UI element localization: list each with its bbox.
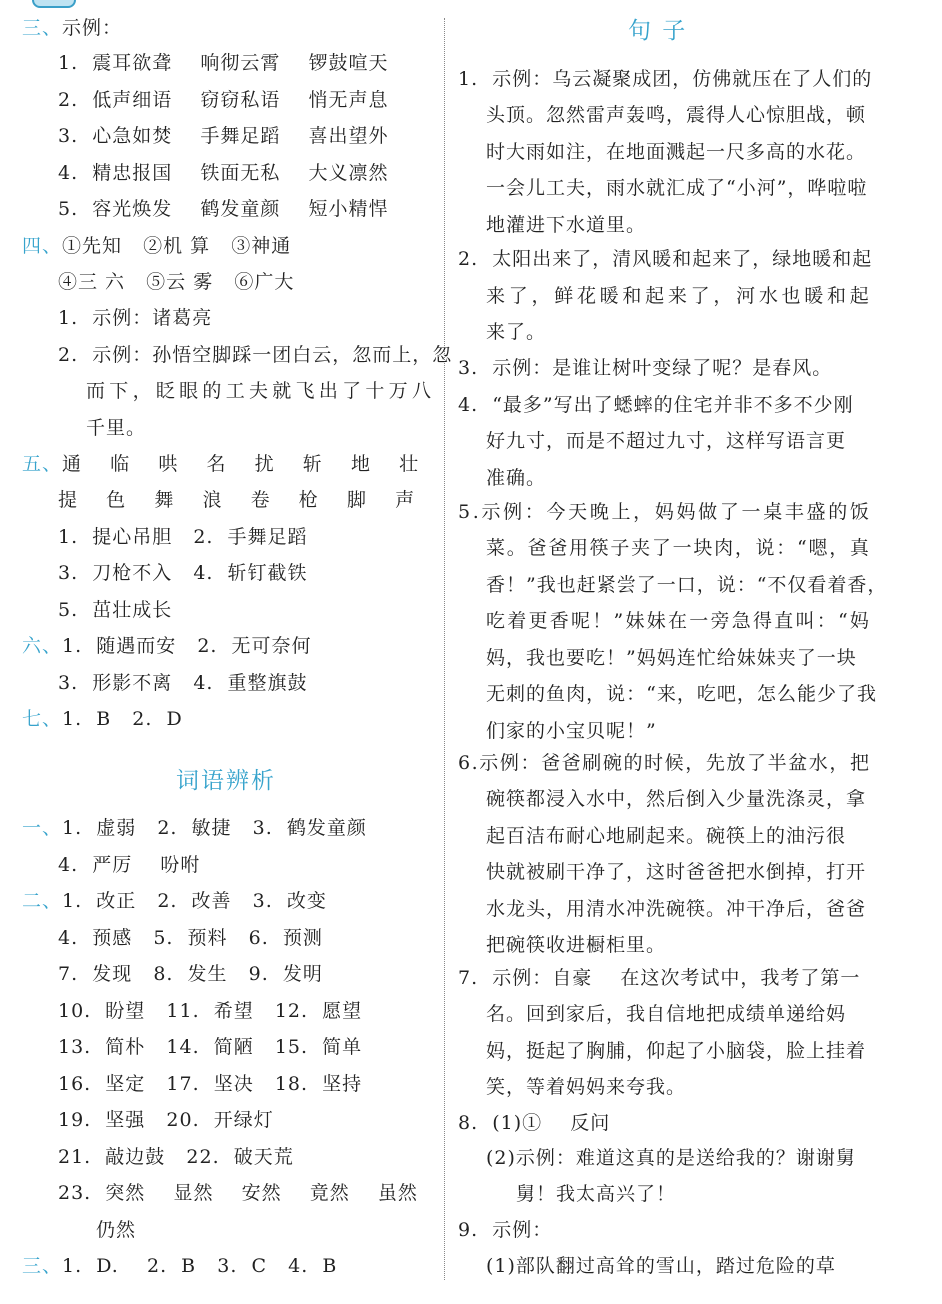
answer-char: 了 [719,501,740,523]
answer-char: ， [734,537,755,559]
answer-line [58,920,323,956]
answer-text: 1. 震耳欲聋 响彻云霄 锣鼓喧天 [58,52,389,74]
answer-char: 急 [731,610,752,632]
answer-text: 妈，我也要吃！”妈妈连忙给妹妹夹了一块 [486,647,857,669]
answer-char: 碗 [602,752,623,774]
answer-text: 时大雨如注，在地面溅起一尺多高的水花。 [486,141,867,163]
answer-text: 仍然 [96,1219,137,1241]
answer-text: (2)示例：难道这真的是送给我的？谢谢舅 [486,1147,856,1169]
answer-char: 嗯 [808,537,829,559]
answer-line [58,1175,418,1211]
answer-char: 放 [726,752,747,774]
answer-line [486,891,866,927]
answer-char: 用 [568,537,589,559]
answer-char: “ [646,683,657,705]
answer-text: 10. 盼望 11. 希望 12. 愿望 [58,1000,363,1022]
answer-char: 妹 [625,610,646,632]
answer-text: 21. 敲边鼓 22. 破天荒 [58,1146,294,1168]
answer-char: ： [816,610,837,632]
answer-char: ！ [592,610,613,632]
answer-char: 真 [849,537,870,559]
answer-line [58,82,389,118]
answer-char: 水 [758,285,779,307]
answer-char: 肉 [714,537,735,559]
answer-char: 妈 [654,501,675,523]
answer-line [58,993,362,1029]
answer-text: 地灌进下水道里。 [486,214,647,236]
answer-char: “ [837,610,849,632]
answer-text: 笑，等着妈妈来夸我。 [486,1076,687,1098]
answer-char: ： [776,537,797,559]
answer-char: ， [829,752,850,774]
answer-line [458,387,854,423]
answer-char: 吃 [486,610,507,632]
answer-char: 桌 [763,501,784,523]
answer-char: 例 [503,501,524,523]
answer-line [516,1176,676,1212]
answer-char: 了 [508,285,529,307]
answer-char: ， [132,380,153,402]
answer-line [22,883,327,919]
answer-line [58,847,200,883]
answer-text: 1. 改正 2. 改善 3. 改变 [62,890,327,912]
answer-line [486,1140,856,1176]
answer-text: 香！”我也赶紧尝了一口，说：“不仅看着香， [486,574,888,596]
answer-char: 么 [776,683,797,705]
answer-text: 们家的小宝贝呢！” [486,720,657,742]
answer-text: 舅！我太高兴了！ [516,1183,677,1205]
answer-char: 吧 [716,683,737,705]
answer-text: 19. 坚强 20. 开绿灯 [58,1109,274,1131]
answer-char: 万 [388,380,409,402]
answer-char: 5 [458,501,472,523]
answer-line [58,1139,294,1175]
answer-char: 说 [755,537,776,559]
answer-char: “ [797,537,808,559]
answer-line [486,1033,866,1069]
answer-char: 爸 [527,537,548,559]
answer-line [58,155,389,191]
answer-char: 和 [827,285,848,307]
answer-text: 3. 示例：是谁让树叶变绿了呢？是春风。 [458,357,833,379]
answer-char: ， [685,752,706,774]
answer-text: 通 临 哄 名 扰 斩 地 壮 [62,453,420,475]
answer-char: ： [520,752,541,774]
answer-line [58,337,452,373]
answer-char: 肉 [566,683,587,705]
answer-char: ： [626,683,647,705]
answer-line [58,300,212,336]
answer-char: 爸 [541,752,562,774]
answer-char: 暖 [804,285,825,307]
answer-char: ， [676,683,697,705]
answer-line [486,713,657,749]
answer-char: 少 [816,683,837,705]
answer-line [86,410,146,446]
answer-text: 示例： [62,17,123,39]
answer-line [486,676,878,712]
answer-char: 了 [651,537,672,559]
answer-char: 爸 [561,752,582,774]
answer-line [22,701,183,737]
section-number: 五、 [22,453,63,475]
answer-char: 爸 [548,537,569,559]
answer-char: 做 [698,501,719,523]
answer-char: 怎 [756,683,777,705]
answer-char: 妈 [676,501,697,523]
answer-char: 子 [610,537,631,559]
answer-line [58,191,389,227]
answer-char: 例 [499,752,520,774]
answer-line [22,628,312,664]
answer-char: 的 [623,752,644,774]
answer-line [458,960,860,996]
answer-char: 来 [486,285,507,307]
section-title: 词语辨析 [176,768,276,794]
answer-text: 2. 低声细语 窃窃私语 悄无声息 [58,89,389,111]
answer-line [486,170,867,206]
answer-char: 鱼 [546,683,567,705]
answer-char: 了 [342,380,363,402]
answer-line [458,1212,552,1248]
answer-text: 9. 示例： [458,1219,553,1241]
answer-text: 1. 随遇而安 2. 无可奈何 [62,635,312,657]
answer-line [486,996,846,1032]
answer-char: . [472,501,480,523]
answer-text: 名。回到家后，我自信地把成绩单递给妈 [486,1003,847,1025]
section-number: 二、 [22,890,63,912]
answer-line [486,460,546,496]
answer-char: ： [524,501,545,523]
section-number: 六、 [22,635,63,657]
answer-char: 了 [690,285,711,307]
answer-line [58,665,308,701]
answer-char: 饭 [849,501,870,523]
answer-line [486,97,866,133]
answer-char: 说 [606,683,627,705]
answer-char: 6 [458,752,472,774]
answer-text: 4. 预感 5. 预料 6. 预测 [58,927,323,949]
answer-char: 起 [849,285,870,307]
answer-char: 夫 [248,380,269,402]
answer-char: 菜 [486,537,507,559]
answer-line [58,592,172,628]
answer-char: 香 [549,610,570,632]
answer-line [58,1029,362,1065]
answer-char: ， [633,501,654,523]
answer-char: 在 [667,610,688,632]
answer-line [486,927,666,963]
answer-text: 提 色 舞 浪 卷 枪 脚 声 [58,489,416,511]
answer-char: 八 [411,380,432,402]
section-number: 一、 [22,817,63,839]
publisher-logo-fragment [32,0,76,8]
answer-line [486,207,646,243]
answer-char: 鲜 [554,285,575,307]
answer-char: 能 [796,683,817,705]
answer-line [58,482,415,518]
answer-char: 来 [667,285,688,307]
answer-text: 7. 发现 8. 发生 9. 发明 [58,963,323,985]
answer-text: 1. D. 2. B 3. C 4. B [62,1255,338,1277]
answer-text: 妈，挺起了胸脯，仰起了小脑袋，脸上挂着 [486,1040,867,1062]
answer-text: 把碗筷收进橱柜里。 [486,934,667,956]
answer-line [22,810,367,846]
answer-text: 5. 茁壮成长 [58,599,173,621]
answer-char: ， [829,537,850,559]
answer-text: 头顶。忽然雷声轰鸣，震得人心惊胆战，顿 [486,104,867,126]
answer-char: 了 [836,683,857,705]
answer-line [458,61,872,97]
answer-char: 半 [767,752,788,774]
answer-line [486,818,846,854]
answer-text: 起百洁布耐心地刷起来。碗筷上的油污很 [486,825,847,847]
answer-text: 23. 突然 显然 安然 竟然 虽然 [58,1182,418,1204]
answer-char: 无 [486,683,507,705]
answer-line [486,1248,836,1284]
answer-char: ， [531,285,552,307]
answer-char: 旁 [710,610,731,632]
answer-char: 十 [365,380,386,402]
answer-line [22,228,291,264]
answer-char: 丰 [784,501,805,523]
answer-text: 1. 虚弱 2. 敏捷 3. 鹤发童颜 [62,817,367,839]
answer-char: 下 [109,380,130,402]
answer-text: 7. 示例：自豪 在这次考试中，我考了第一 [458,967,861,989]
answer-char: 眨 [155,380,176,402]
answer-char: 出 [318,380,339,402]
answer-char: 夹 [631,537,652,559]
answer-char: 时 [644,752,665,774]
answer-char: 的 [202,380,223,402]
answer-text: 8. (1)① 反问 [458,1112,611,1134]
answer-text: 3. 刀枪不入 4. 斩钉截铁 [58,562,308,584]
answer-line [486,567,887,603]
answer-text: ④三 六 ⑤云 雾 ⑥广大 [58,271,295,293]
answer-char: . [471,752,479,774]
answer-char: 候 [664,752,685,774]
answer-char: 就 [272,380,293,402]
answer-char: ” [613,610,625,632]
answer-char: 一 [741,501,762,523]
answer-line [486,1069,686,1105]
answer-line [86,373,432,409]
answer-line [58,555,308,591]
answer-line [58,264,294,300]
answer-line [58,519,308,555]
answer-text: 1. B 2. D [62,708,183,730]
answer-char: 呢 [571,610,592,632]
answer-line [486,530,870,566]
answer-char: 。 [506,537,527,559]
answer-char: 更 [528,610,549,632]
answer-line [58,1066,362,1102]
answer-line [486,781,866,817]
answer-char: 也 [781,285,802,307]
answer-text: 1. 示例：诸葛亮 [58,307,213,329]
answer-line [458,350,832,386]
answer-char: 刷 [582,752,603,774]
answer-text: 16. 坚定 17. 坚决 18. 坚持 [58,1073,363,1095]
answer-char: 花 [576,285,597,307]
answer-char: 一 [672,537,693,559]
answer-text: 13. 简朴 14. 简陋 15. 简单 [58,1036,363,1058]
answer-text: 快就被刷干净了，这时爸爸把水倒掉，打开 [486,861,867,883]
answer-line [458,494,870,530]
answer-line [58,1102,274,1138]
answer-text: 2. 太阳出来了，清风暖和起来了，绿地暖和起 [458,248,873,270]
answer-char: 吃 [696,683,717,705]
answer-char: 飞 [295,380,316,402]
answer-text: 4. 严厉 吩咐 [58,854,201,876]
answer-text: 4. “最多”写出了蟋蟀的住宅并非不多不少刚 [458,394,854,416]
answer-char: 示 [481,501,502,523]
answer-char: 一 [689,610,710,632]
answer-text: 3. 心急如焚 手舞足蹈 喜出望外 [58,125,389,147]
answer-line [486,314,546,350]
answer-char: 着 [507,610,528,632]
answer-line [458,1105,610,1141]
answer-char: ， [736,683,757,705]
answer-line [486,278,870,314]
answer-char: 得 [752,610,773,632]
column-divider [444,18,445,1280]
answer-char: 妹 [646,610,667,632]
answer-line [58,45,389,81]
section-number: 七、 [22,708,63,730]
answer-char: 我 [857,683,878,705]
answer-char: 直 [774,610,795,632]
section-number: 三、 [22,1255,63,1277]
answer-char: 盛 [806,501,827,523]
answer-char: 而 [86,380,107,402]
answer-char: 块 [693,537,714,559]
answer-char: 示 [479,752,500,774]
answer-char: 眼 [179,380,200,402]
answer-char: 天 [568,501,589,523]
answer-line [458,241,872,277]
answer-char: 叫 [795,610,816,632]
answer-text: (1)部队翻过高耸的雪山，踏过危险的草 [486,1255,836,1277]
answer-text: 5. 容光焕发 鹤发童颜 短小精悍 [58,198,389,220]
answer-text: ①先知 ②机 算 ③神通 [62,235,292,257]
answer-char: 把 [849,752,870,774]
answer-line [486,603,870,639]
answer-char: 的 [526,683,547,705]
answer-line [22,10,122,46]
answer-text: 1. 示例：乌云凝聚成团，仿佛就压在了人们的 [458,68,873,90]
answer-text: 准确。 [486,467,547,489]
answer-char: 工 [225,380,246,402]
answer-text: 4. 精忠报国 铁面无私 大义凛然 [58,162,389,184]
answer-char: 水 [808,752,829,774]
answer-char: 盆 [788,752,809,774]
answer-char: 河 [736,285,757,307]
answer-text: 千里。 [86,417,147,439]
answer-line [458,745,870,781]
answer-text: 1. 提心吊胆 2. 手舞足蹈 [58,526,308,548]
answer-text: 好九寸，而是不超过九寸，这样写语言更 [486,430,847,452]
answer-line [22,1248,337,1284]
answer-char: 筷 [589,537,610,559]
answer-line [96,1212,136,1248]
answer-line [486,640,857,676]
answer-char: 晚 [589,501,610,523]
answer-line [486,423,846,459]
section-number: 四、 [22,235,63,257]
answer-char: 和 [622,285,643,307]
section-title: 句 子 [628,18,688,44]
answer-char: 暖 [599,285,620,307]
answer-text: 来了。 [486,321,547,343]
answer-char: ， [713,285,734,307]
answer-char: 妈 [849,610,870,632]
answer-char: 起 [645,285,666,307]
answer-text: 一会儿工夫，雨水就汇成了“小河”，哗啦啦 [486,177,868,199]
answer-text: 水龙头，用清水冲洗碗筷。冲干净后，爸爸 [486,898,867,920]
answer-line [58,118,389,154]
answer-char: ， [586,683,607,705]
answer-char: 来 [656,683,677,705]
section-number: 三、 [22,17,63,39]
answer-line [22,446,419,482]
answer-text: 碗筷都浸入水中，然后倒入少量洗涤灵，拿 [486,788,867,810]
answer-char: 的 [828,501,849,523]
answer-char: 了 [747,752,768,774]
answer-line [486,854,866,890]
answer-char: 先 [705,752,726,774]
answer-text: 3. 形影不离 4. 重整旗鼓 [58,672,308,694]
answer-char: 今 [546,501,567,523]
answer-line [486,134,866,170]
answer-text: 2. 示例：孙悟空脚踩一团白云，忽而上，忽 [58,344,453,366]
answer-line [58,956,323,992]
answer-char: 上 [611,501,632,523]
answer-char: 刺 [506,683,527,705]
